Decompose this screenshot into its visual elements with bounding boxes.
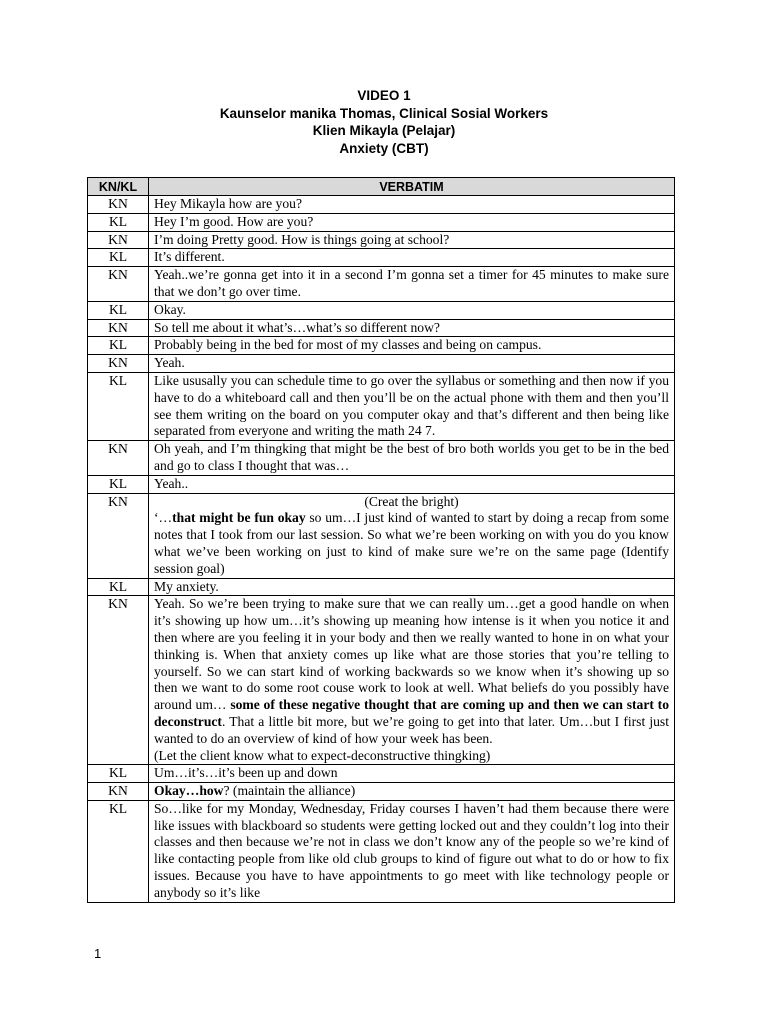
verbatim-table <box>87 177 675 903</box>
verbatim-cell <box>149 596 675 765</box>
title-topic: Anxiety (CBT) <box>339 140 429 156</box>
verbatim-cell: Okay. <box>149 301 675 319</box>
table-row <box>88 596 675 765</box>
table-row <box>88 231 675 249</box>
verbatim-cell: I’m doing Pretty good. How is things going at school? <box>149 231 675 249</box>
speaker-cell: KL <box>88 765 149 783</box>
counselor-note: (Let the client know what to expect-deconstructive thingking) <box>154 747 491 763</box>
table-row <box>88 337 675 355</box>
verbatim-text: ‘… <box>154 510 173 526</box>
speaker-cell: KN <box>88 355 149 373</box>
verbatim-text: ? (maintain the alliance) <box>223 783 356 799</box>
speaker-cell: KN <box>88 493 149 578</box>
table-row <box>88 800 675 902</box>
emphasized-text: that might be fun okay <box>172 510 306 526</box>
table-row <box>88 355 675 373</box>
verbatim-cell: Yeah..we’re gonna get into it in a second I’m gonna set a timer for 45 minutes to make sure that we don’t go over time. <box>149 267 675 302</box>
emphasized-text: Okay…how <box>154 783 224 799</box>
verbatim-cell: Um…it’s…it’s been up and down <box>149 765 675 783</box>
table-row <box>88 301 675 319</box>
speaker-cell: KL <box>88 800 149 902</box>
verbatim-cell: Yeah. <box>149 355 675 373</box>
speaker-cell: KL <box>88 475 149 493</box>
verbatim-cell: Hey I’m good. How are you? <box>149 213 675 231</box>
speaker-cell: KL <box>88 372 149 440</box>
verbatim-cell: My anxiety. <box>149 578 675 596</box>
table-row <box>88 267 675 302</box>
speaker-cell: KN <box>88 441 149 476</box>
verbatim-text: Yeah. So we’re been trying to make sure that we can really um…get a good handle on when it’s showing up how um…it’s showing up meaning how intense is it when you notice it and then where are you feeling it in your body and then we really wanted to hone in on what your thinking is. When that anxiety comes up like what are those stories that you’re telling to yourself. So we can start kind of working backwards so we know when it’s showing up so then we want to do some root couse work to look at well. What beliefs do you possibly have around um… <box>154 596 669 713</box>
table-row <box>88 475 675 493</box>
speaker-cell: KL <box>88 578 149 596</box>
counselor-note: (Creat the bright) <box>364 493 459 509</box>
table-row <box>88 372 675 440</box>
document-title-block <box>0 87 768 157</box>
table-row <box>88 319 675 337</box>
speaker-cell: KN <box>88 783 149 801</box>
verbatim-cell: Like ususally you can schedule time to go over the syllabus or something and then now if you have to do a whiteboard call and then you’ll be on the actual phone with them and then you’ll see them writing on the board on you computer okay and that’s different and then being like separated from everyone and writing the math 24 7. <box>149 372 675 440</box>
verbatim-cell: Probably being in the bed for most of my classes and being on campus. <box>149 337 675 355</box>
verbatim-text: so um…I just kind of wanted to start by doing a recap from some notes that I took from our last session. So what we’re been working on with you do you know what we’ve been working on just to kind of make sure we’re on the same page (Identify session goal) <box>154 510 670 576</box>
verbatim-cell: Hey Mikayla how are you? <box>149 196 675 214</box>
verbatim-cell: So tell me about it what’s…what’s so different now? <box>149 319 675 337</box>
speaker-cell: KN <box>88 196 149 214</box>
table-row <box>88 783 675 801</box>
table-row <box>88 765 675 783</box>
speaker-cell: KL <box>88 337 149 355</box>
table-row <box>88 578 675 596</box>
speaker-cell: KN <box>88 319 149 337</box>
verbatim-text: . That a little bit more, but we’re going to get into that later. Um…but I first just wanted to do an overview of kind of how your week has been. <box>154 713 669 746</box>
verbatim-cell <box>149 783 675 801</box>
verbatim-cell <box>149 493 675 578</box>
emphasized-text: some of these negative thought that are coming up and then we can start to deconstruct <box>154 697 669 729</box>
page-number: 1 <box>94 946 102 961</box>
table-row <box>88 249 675 267</box>
speaker-cell: KN <box>88 267 149 302</box>
column-header-speaker: KN/KL <box>88 178 149 196</box>
verbatim-cell: Oh yeah, and I’m thingking that might be the best of bro both worlds you get to be in the bed and go to class I thought that was… <box>149 441 675 476</box>
speaker-cell: KL <box>88 301 149 319</box>
speaker-cell: KL <box>88 249 149 267</box>
verbatim-cell: It’s different. <box>149 249 675 267</box>
table-row <box>88 441 675 476</box>
table-row <box>88 493 675 578</box>
speaker-cell: KN <box>88 231 149 249</box>
title-counselor: Kaunselor manika Thomas, Clinical Sosial Workers <box>219 105 549 121</box>
column-header-verbatim: VERBATIM <box>149 178 675 196</box>
table-header-row <box>88 178 675 196</box>
title-client: Klien Mikayla (Pelajar) <box>312 123 456 138</box>
verbatim-cell: Yeah.. <box>149 475 675 493</box>
table-row <box>88 196 675 214</box>
speaker-cell: KL <box>88 213 149 231</box>
title-video: VIDEO 1 <box>357 88 411 103</box>
table-row <box>88 213 675 231</box>
verbatim-cell: So…like for my Monday, Wednesday, Friday courses I haven’t had them because there were like issues with blackboard so students were getting locked out and they couldn’t log into their classes and then because we’re not in class we don’t know any of the people so we’re kind of like contacting people from like old club groups to kind of figure out what to do or how to fix issues. Because you have to have appointments to go meet with like technology people or anybody so it’s like <box>149 800 675 902</box>
speaker-cell: KN <box>88 596 149 765</box>
